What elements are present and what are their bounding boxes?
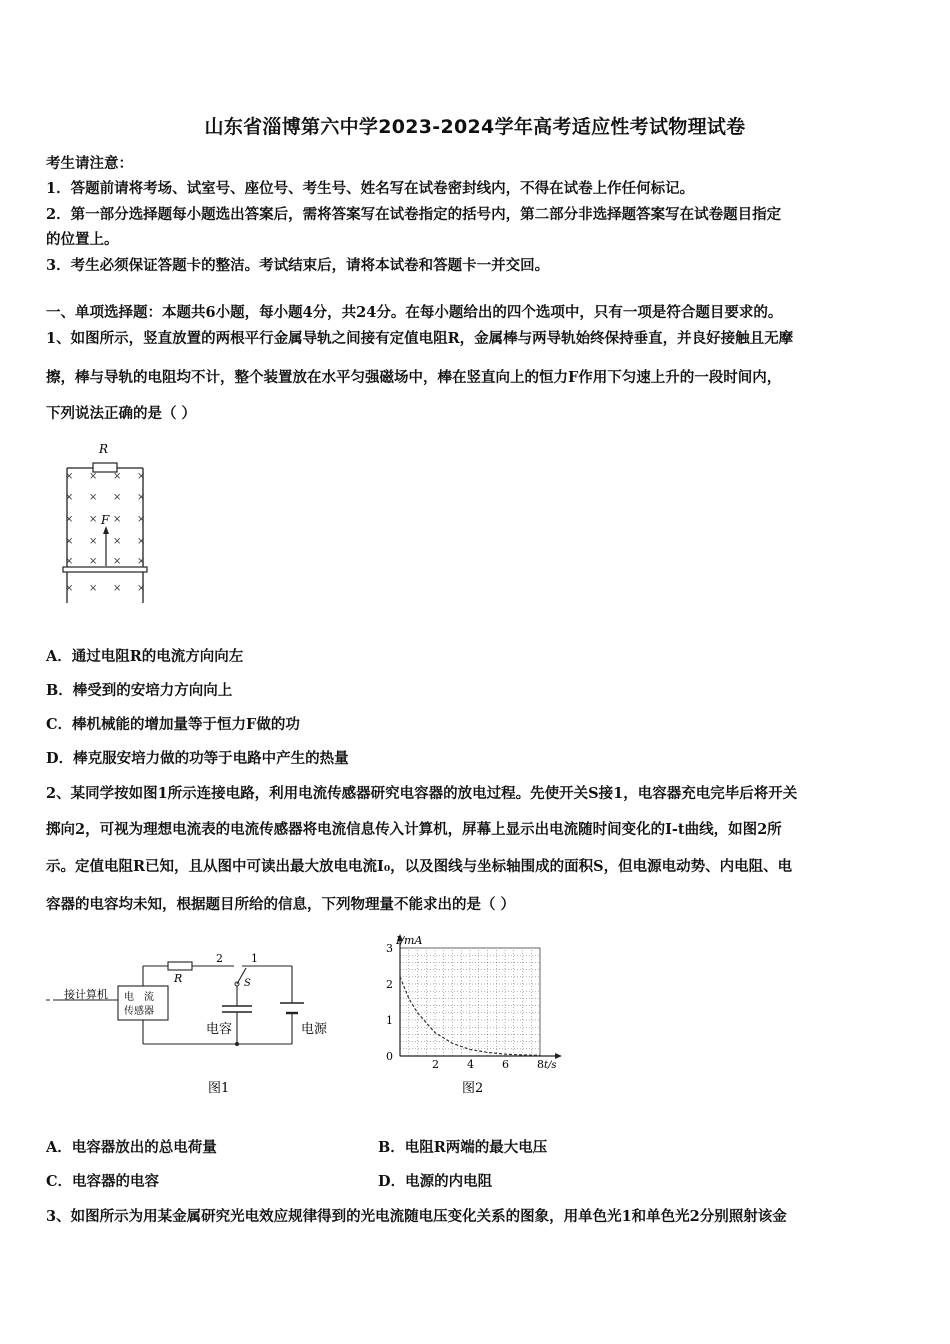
x-tick-label: 8 xyxy=(537,1058,544,1071)
question-2-text: 掷向2，可视为理想电流表的电流传感器将电流信息传入计算机，屏幕上显示出电流随时间变化的I-t曲线，如图2所 xyxy=(46,821,782,838)
svg-text:×: × xyxy=(89,536,98,547)
y-tick-label: 0 xyxy=(386,1050,393,1063)
notice-item: 3．考生必须保证答题卡的整洁。考试结束后，请将本试卷和答题卡一并交回。 xyxy=(46,257,550,274)
svg-text:×: × xyxy=(137,536,146,547)
svg-text:×: × xyxy=(113,536,122,547)
sensor-label: 电 流 xyxy=(124,992,154,1003)
q1-option-c: C．棒机械能的增加量等于恒力F做的功 xyxy=(46,716,300,733)
switch-label: S xyxy=(244,978,251,989)
q1-option-d: D．棒克服安培力做的功等于电路中产生的热量 xyxy=(46,750,349,767)
svg-text:×: × xyxy=(137,492,146,503)
q1-option-a: A．通过电阻R的电流方向向左 xyxy=(46,648,244,665)
svg-text:×: × xyxy=(89,492,98,503)
y-tick-label: 3 xyxy=(386,942,393,955)
q1-figure xyxy=(55,438,155,608)
svg-text:×: × xyxy=(65,492,74,503)
svg-text:×: × xyxy=(113,514,122,525)
source-label: 电源 xyxy=(301,1022,328,1037)
q2-figure-1-circuit xyxy=(46,948,346,1098)
q2-option-b: B．电阻R两端的最大电压 xyxy=(378,1139,548,1156)
x-tick-label: 2 xyxy=(432,1058,439,1071)
svg-text:×: × xyxy=(113,556,122,567)
question-2-text: 2、某同学按如图1所示连接电路，利用电流传感器研究电容器的放电过程。先使开关S接1，电容器充电完毕后将开关 xyxy=(46,785,798,802)
capacitor-label: 电容 xyxy=(206,1022,233,1037)
chart-grid xyxy=(400,948,540,1056)
q1-metal-rod xyxy=(63,567,147,572)
y-tick-label: 1 xyxy=(386,1014,393,1027)
question-1-text: 擦，棒与导轨的电阻均不计，整个装置放在水平匀强磁场中，棒在竖直向上的恒力F作用下匀速上升的一段时间内， xyxy=(46,369,782,386)
svg-text:×: × xyxy=(65,514,74,525)
resistor-label: R xyxy=(174,972,183,985)
question-1-text: 下列说法正确的是（ ） xyxy=(46,405,197,422)
svg-text:×: × xyxy=(113,471,122,482)
svg-text:×: × xyxy=(137,583,146,594)
svg-text:×: × xyxy=(89,583,98,594)
svg-text:×: × xyxy=(65,556,74,567)
switch-terminal-1: 1 xyxy=(251,952,258,965)
x-tick-label: 6 xyxy=(502,1058,509,1071)
svg-text:×: × xyxy=(89,556,98,567)
figure-2-caption: 图2 xyxy=(462,1081,484,1096)
svg-text:×: × xyxy=(137,514,146,525)
y-tick-label: 2 xyxy=(386,978,393,991)
y-axis-label: I/mA xyxy=(396,934,423,947)
question-2-text: 容器的电容均未知，根据题目所给的信息，下列物理量不能求出的是（ ） xyxy=(46,896,516,913)
x-tick-label: 4 xyxy=(467,1058,474,1071)
q2-figure-2-chart xyxy=(378,930,568,1100)
q1-force-label: F xyxy=(101,513,110,527)
svg-text:×: × xyxy=(89,514,98,525)
x-axis-label: t/s xyxy=(544,1060,557,1071)
q2-option-d: D．电源的内电阻 xyxy=(378,1173,493,1190)
section-heading: 一、单项选择题：本题共6小题，每小题4分，共24分。在每小题给出的四个选项中，只有一项是符合题目要求的。 xyxy=(46,304,783,321)
computer-label: 接计算机 xyxy=(64,988,108,1001)
svg-text:×: × xyxy=(137,556,146,567)
notice-item: 2．第一部分选择题每小题选出答案后，需将答案写在试卷指定的括号内，第二部分非选择题答案写在试卷题目指定 xyxy=(46,206,782,223)
sensor-label: 传感器 xyxy=(124,1006,154,1017)
question-1-text: 1、如图所示，竖直放置的两根平行金属导轨之间接有定值电阻R，金属棒与两导轨始终保持垂直，并良好接触且无摩 xyxy=(46,330,794,347)
svg-text:×: × xyxy=(65,471,74,482)
question-2-text: 示。定值电阻R已知，且从图中可读出最大放电电流I₀，以及图线与坐标轴围成的面积S，但电源电动势、内电阻、电 xyxy=(46,858,793,875)
question-3-text: 3、如图所示为用某金属研究光电效应规律得到的光电流随电压变化关系的图象，用单色光1和单色光2分别照射该金 xyxy=(46,1208,787,1225)
notice-heading: 考生请注意： xyxy=(46,155,133,172)
q2-option-a: A．电容器放出的总电荷量 xyxy=(46,1139,217,1156)
x-axis-arrow xyxy=(555,1053,562,1059)
q1-resistor-label: R xyxy=(99,442,109,456)
svg-text:×: × xyxy=(113,583,122,594)
resistor xyxy=(168,962,192,970)
switch-terminal-2: 2 xyxy=(216,952,223,965)
svg-text:×: × xyxy=(89,471,98,482)
figure-1-caption: 图1 xyxy=(208,1081,230,1096)
svg-text:×: × xyxy=(113,492,122,503)
q2-option-c: C．电容器的电容 xyxy=(46,1173,160,1190)
q1-option-b: B．棒受到的安培力方向向上 xyxy=(46,682,233,699)
notice-item: 1．答题前请将考场、试室号、座位号、考生号、姓名写在试卷密封线内，不得在试卷上作任何标记。 xyxy=(46,180,695,197)
svg-text:×: × xyxy=(65,583,74,594)
page-title: 山东省淄博第六中学2023-2024学年高考适应性考试物理试卷 xyxy=(204,116,746,138)
notice-item: 的位置上。 xyxy=(46,231,119,248)
svg-text:×: × xyxy=(137,471,146,482)
svg-text:×: × xyxy=(65,536,74,547)
